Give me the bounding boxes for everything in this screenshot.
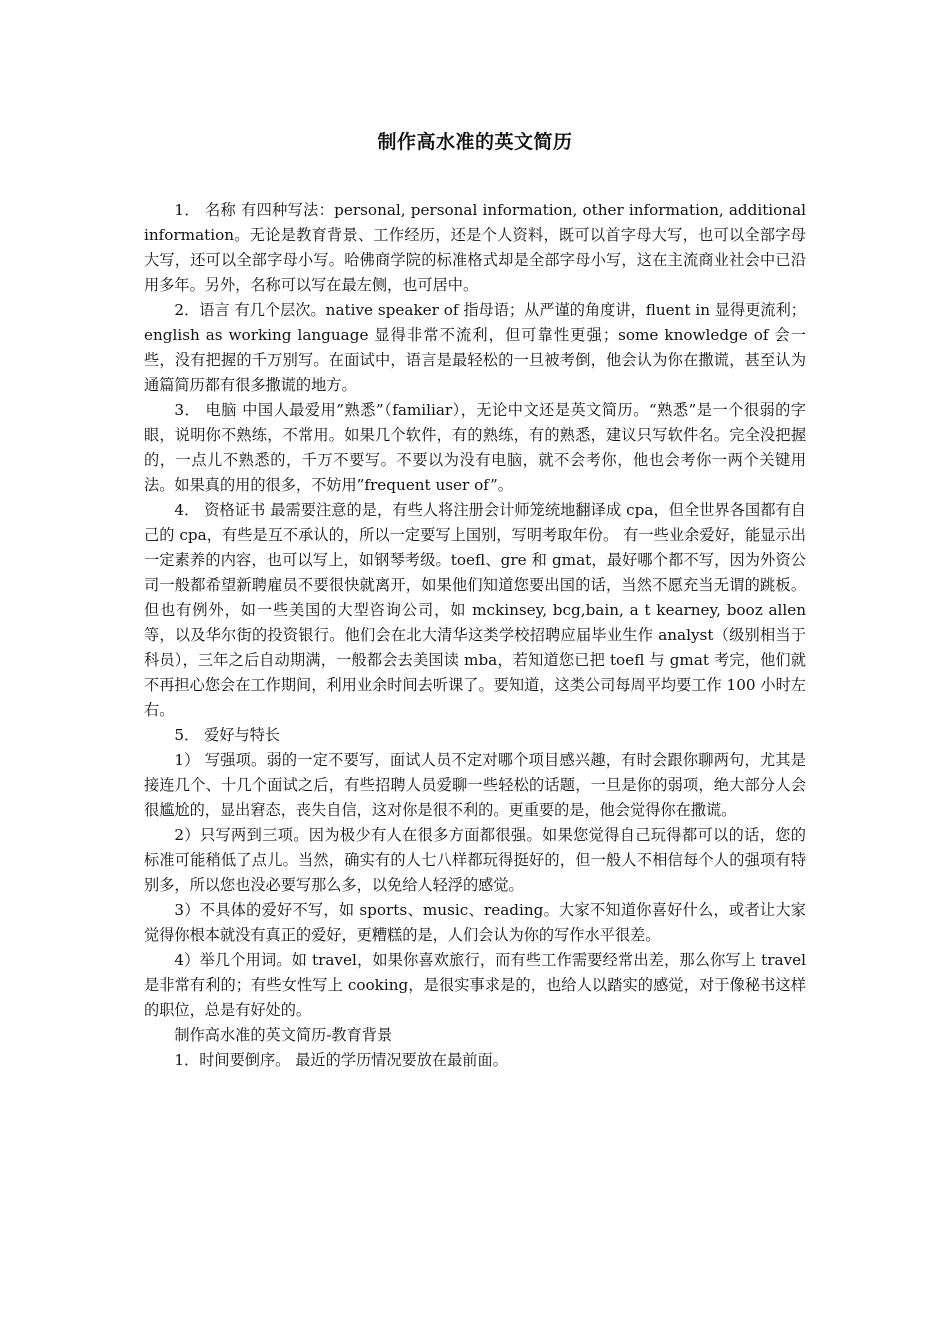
paragraph-hobbies-point-1: 1） 写强项。弱的一定不要写，面试人员不定对哪个项目感兴趣，有时会跟你聊两句，尤其是接连几个、十几个面试之后，有些招聘人员爱聊一些轻松的话题，一旦是你的弱项，绝大部分人会很尴尬的，显出窘态，丧失自信，这对你是很不利的。更重要的是，他会觉得你在撒谎。 xyxy=(144,751,806,819)
document-title: 制作高水准的英文简历 xyxy=(377,131,573,153)
paragraph-hobbies-point-4: 4）举几个用词。如 travel，如果你喜欢旅行，而有些工作需要经常出差，那么你写上 travel 是非常有利的；有些女性写上 cooking，是很实事求是的，也给人以踏实的感觉，对于像秘书这样的职位，总是有好处的。 xyxy=(144,951,806,1019)
paragraph-hobbies-point-2: 2）只写两到三项。因为极少有人在很多方面都很强。如果您觉得自己玩得都可以的话，您的标准可能稍低了点儿。当然，确实有的人七八样都玩得挺好的，但一般人不相信每个人的强项有特别多，所以您也没必要写那么多，以免给人轻浮的感觉。 xyxy=(144,826,806,894)
paragraph-education-point-1: 1．时间要倒序。 最近的学历情况要放在最前面。 xyxy=(174,1051,508,1069)
paragraph-hobbies-point-3: 3）不具体的爱好不写，如 sports、music、reading。大家不知道你喜好什么，或者让大家觉得你根本就没有真正的爱好，更糟糕的是，人们会认为你的写作水平很差。 xyxy=(144,901,806,944)
paragraph-computer-section: 3． 电脑 中国人最爱用”熟悉”（familiar），无论中文还是英文简历。“熟悉”是一个很弱的字眼，说明你不熟练，不常用。如果几个软件，有的熟练，有的熟悉，建议只写软件名。完全没把握的，一点儿不熟悉的，千万不要写。不要以为没有电脑，就不会考你，他也会考你一两个关键用法。如果真的用的很多，不妨用”frequent user of”。 xyxy=(144,401,806,494)
paragraph-name-section: 1． 名称 有四种写法：personal, personal information, other information, additional information。无论是教育背景、工作经历，还是个人资料，既可以首字母大写，也可以全部字母大写，还可以全部字母小写。哈佛商学院的标准格式却是全部字母小写，这在主流商业社会中已沿用多年。另外，名称可以写在最左侧，也可居中。 xyxy=(144,201,806,294)
paragraph-education-heading: 制作高水准的英文简历-教育背景 xyxy=(174,1026,393,1044)
paragraph-language-section: 2．语言 有几个层次。native speaker of 指母语；从严谨的角度讲，fluent in 显得更流利；english as working language 显得非常不流利，但可靠性更强；some knowledge of 会一些，没有把握的千万别写。在面试中，语言是最轻松的一旦被考倒，他会认为你在撒谎，甚至认为通篇简历都有很多撒谎的地方。 xyxy=(144,301,806,394)
paragraph-hobbies-heading: 5． 爱好与特长 xyxy=(174,726,281,744)
document-body xyxy=(144,198,806,1073)
paragraph-certificates-section: 4． 资格证书 最需要注意的是，有些人将注册会计师笼统地翻译成 cpa，但全世界各国都有自己的 cpa，有些是互不承认的，所以一定要写上国别，写明考取年份。 有一些业余爱好，能显示出一定素养的内容，也可以写上，如钢琴考级。toefl、gre 和 gmat，最好哪个都不写，因为外资公司一般都希望新聘雇员不要很快就离开，如果他们知道您要出国的话，当然不愿充当无谓的跳板。但也有例外，如一些美国的大型咨询公司，如 mckinsey, bcg,bain, a t kearney, booz allen 等，以及华尔街的投资银行。他们会在北大清华这类学校招聘应届毕业生作 analyst（级别相当于科员），三年之后自动期满，一般都会去美国读 mba，若知道您已把 toefl 与 gmat 考完，他们就不再担心您会在工作期间，利用业余时间去听课了。要知道，这类公司每周平均要工作 100 小时左右。 xyxy=(144,501,806,719)
